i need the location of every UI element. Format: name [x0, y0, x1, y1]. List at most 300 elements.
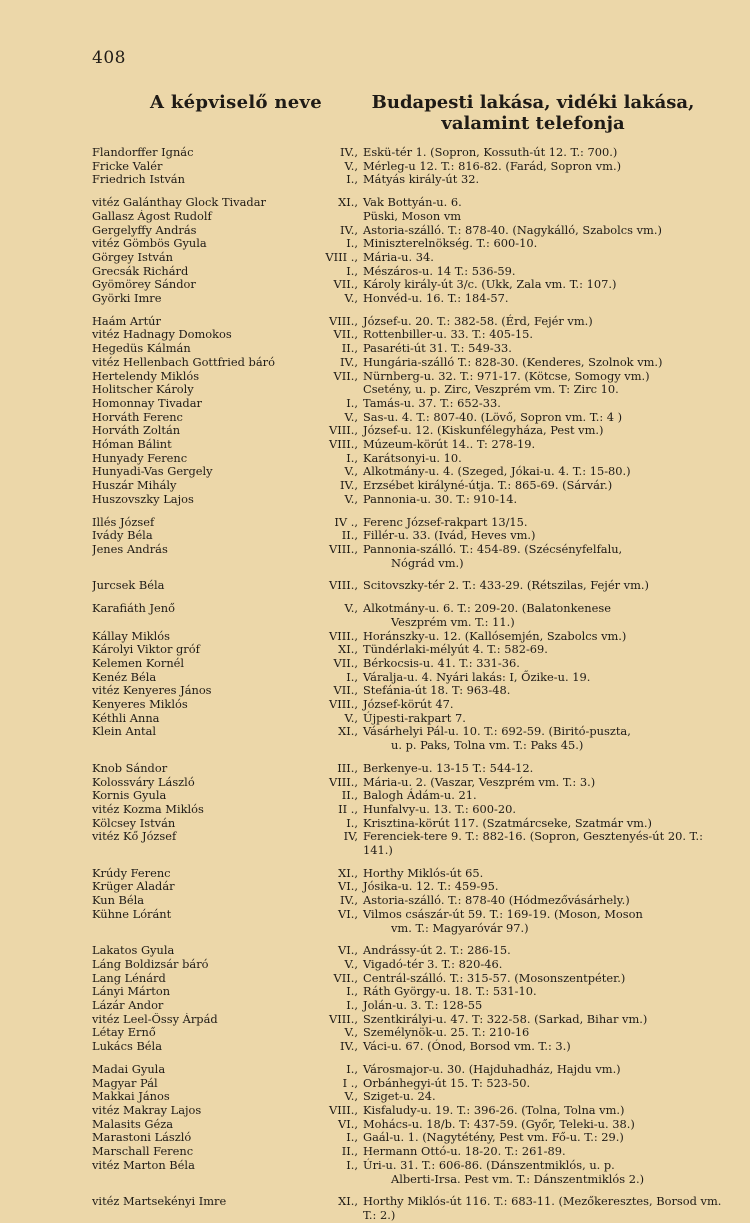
district-number: I.,: [346, 1157, 358, 1172]
address-block: [363, 452, 732, 466]
district-number: I.,: [346, 450, 358, 465]
address-line: Bérkocsis-u. 41. T.: 331-36.: [363, 655, 520, 670]
address-block: [363, 1145, 732, 1159]
district-number: VIII.,: [329, 578, 358, 593]
address-block: [363, 1159, 732, 1186]
address-block: [363, 1131, 732, 1145]
district-number: I.,: [346, 984, 358, 999]
entry-row: [92, 1090, 732, 1104]
address-line: Hungária-szálló T.: 828-30. (Kenderes, Szolnok vm.): [363, 354, 663, 369]
entry-row: [92, 908, 732, 935]
representative-name: Kenéz Béla: [92, 670, 157, 684]
district-number: IV.,: [340, 222, 358, 237]
representative-name: Huszovszky Lajos: [92, 492, 194, 506]
address-line: Mohács-u. 18/b. T: 437-59. (Győr, Teleki-u. 38.): [363, 1116, 635, 1131]
address-line: József-u. 20. T.: 382-58. (Érd, Fejér vm.): [363, 313, 593, 328]
district-number: XI.,: [338, 195, 358, 210]
address-block: [363, 698, 732, 712]
address-block: [363, 803, 732, 817]
address-line: Scitovszky-tér 2. T.: 433-29. (Rétszilas, Fejér vm.): [363, 578, 649, 593]
representative-name: Illés József: [92, 515, 155, 529]
district-number: VIII.,: [329, 313, 358, 328]
representative-name: Kelemen Kornél: [92, 656, 185, 670]
address-block: [363, 529, 732, 543]
address-line: Mérleg-u 12. T.: 816-82. (Farád, Sopron vm.): [363, 158, 622, 173]
address-block: [363, 356, 732, 370]
address-block: [363, 1090, 732, 1104]
address-line: Váralja-u. 4. Nyári lakás: I, Őzike-u. 19.: [363, 669, 591, 684]
representative-name: vitéz Galánthay Glock Tivadar: [92, 196, 266, 210]
address-line: Horánszky-u. 12. (Kallósemjén, Szabolcs vm.): [363, 628, 627, 643]
representative-name: vitéz Gömbös Gyula: [92, 237, 207, 251]
address-line: Városmajor-u. 30. (Hajduhadház, Hajdu vm.): [363, 1061, 621, 1076]
district-number: VIII.,: [329, 423, 358, 438]
address-line: Nürnberg-u. 32. T.: 971-17. (Kötcse, Somogy vm.): [363, 368, 650, 383]
representative-name: Hertelendy Miklós: [92, 369, 200, 383]
address-block: [363, 671, 732, 685]
entry-row: [92, 867, 732, 881]
district-number: I.,: [346, 263, 358, 278]
address-line: Astoria-szálló. T.: 878-40 (Hódmezővásárhely.): [363, 893, 630, 908]
district-number: V.,: [344, 491, 358, 506]
representative-name: Horváth Zoltán: [92, 424, 181, 438]
representative-name: Kornis Gyula: [92, 789, 167, 803]
address-line: Stefánia-út 18. T: 963-48.: [363, 683, 511, 698]
entry-row: [92, 424, 732, 438]
representative-name: vitéz Makray Lajos: [92, 1104, 202, 1117]
representative-name: vitéz Martsekényi Imre: [92, 1195, 227, 1209]
district-number: XI.,: [338, 1194, 358, 1209]
address-block: [363, 894, 732, 908]
representative-name: Kolossváry László: [92, 775, 195, 789]
district-number: V.,: [344, 1089, 358, 1104]
representative-name: Hunyady Ferenc: [92, 451, 188, 465]
representative-name: vitéz Kő József: [92, 830, 177, 844]
entry-row: [92, 830, 732, 857]
entry-row: [92, 1063, 732, 1077]
address-line: Ráth György-u. 18. T.: 531-10.: [363, 984, 537, 999]
representative-name: Károlyi Viktor gróf: [92, 643, 200, 657]
entry-row: [92, 342, 732, 356]
district-number: IV .,: [334, 514, 358, 529]
representative-name: Kölcsey István: [92, 816, 176, 830]
district-number: V.,: [344, 1025, 358, 1040]
representative-name: Malasits Géza: [92, 1117, 174, 1131]
representative-name: Lázár Andor: [92, 999, 164, 1013]
representative-name: Madai Gyula: [92, 1062, 166, 1076]
district-number: VIII.,: [329, 697, 358, 712]
district-number: XI.,: [338, 865, 358, 880]
address-block: [363, 342, 732, 356]
representative-name: Grecsák Richárd: [92, 264, 189, 278]
entry-row: [92, 251, 732, 265]
address-line: Mátyás király-út 32.: [363, 172, 480, 187]
representative-name: Marschall Ferenc: [92, 1145, 194, 1159]
entry-row: [92, 944, 732, 958]
representative-name: Lang Lénárd: [92, 971, 166, 985]
district-number: V.,: [344, 710, 358, 725]
address-line: Csetény, u. p. Zirc, Veszprém vm. T: Zirc 10.: [363, 382, 619, 397]
representative-name: Hóman Bálint: [92, 438, 172, 452]
representative-name: Létay Ernő: [92, 1026, 156, 1040]
address-block: [363, 880, 732, 894]
entry-row: [92, 146, 732, 160]
entry-row: [92, 880, 732, 894]
district-number: IV,: [343, 829, 358, 844]
address-block: [363, 1013, 732, 1027]
address-block: [363, 465, 732, 479]
address-block: [363, 160, 732, 174]
entry-row: [92, 465, 732, 479]
address-line: Kisfaludy-u. 19. T.: 396-26. (Tolna, Tolna vm.): [363, 1103, 625, 1117]
entry-row: [92, 579, 732, 593]
representative-name: vitéz Kenyeres János: [92, 684, 212, 698]
address-block: [363, 1077, 732, 1091]
representative-name: Kühne Lóránt: [92, 907, 172, 921]
district-number: IV.,: [340, 354, 358, 369]
address-line: Mária-u. 34.: [363, 249, 434, 264]
address-line: Balogh Ádám-u. 21.: [363, 788, 477, 803]
entry-row: [92, 958, 732, 972]
address-line: Berkenye-u. 13-15 T.: 544-12.: [363, 760, 534, 775]
representative-name: Lakatos Gyula: [92, 944, 175, 958]
district-number: II .,: [338, 801, 358, 816]
entry-row: [92, 1040, 732, 1054]
address-block: [363, 789, 732, 803]
district-number: V.,: [344, 464, 358, 479]
address-block: [363, 958, 732, 972]
representative-name: vitéz Hadnagy Domokos: [92, 328, 232, 342]
representative-name: Holitscher Károly: [92, 383, 194, 397]
address-block: [363, 397, 732, 411]
entry-row: [92, 278, 732, 292]
address-line: Karátsonyi-u. 10.: [363, 450, 462, 465]
entry-row: [92, 776, 732, 790]
representative-name: Flandorffer Ignác: [92, 146, 194, 159]
address-block: [363, 944, 732, 958]
address-block: [363, 370, 732, 384]
entry-row: [92, 803, 732, 817]
representative-name: Görgey István: [92, 250, 173, 264]
address-line: Miniszterelnökség. T.: 600-10.: [363, 236, 538, 251]
address-block: [363, 1063, 732, 1077]
address-line: Alberti-Irsa. Pest vm. T.: Dánszentmiklós 2.): [391, 1171, 645, 1186]
address-line: József-körút 47.: [363, 697, 454, 712]
address-line: Vilmos császár-út 59. T.: 169-19. (Moson, Moson: [363, 906, 643, 921]
address-block: [363, 251, 732, 265]
representative-name: Krüger Aladár: [92, 880, 175, 894]
district-number: VIII.,: [329, 628, 358, 643]
entry-row: [92, 1159, 732, 1186]
entry-list: [92, 146, 732, 1223]
representative-name: Ivády Béla: [92, 529, 153, 543]
representative-name: Gallasz Ágost Rudolf: [92, 209, 212, 223]
representative-name: Friedrich István: [92, 173, 185, 187]
representative-name: Krúdy Ferenc: [92, 866, 171, 880]
district-number: VI.,: [338, 879, 358, 894]
representative-name: Kállay Miklós: [92, 629, 170, 643]
entry-row: [92, 237, 732, 251]
representative-name: Horváth Ferenc: [92, 410, 183, 424]
address-block: [363, 146, 732, 160]
entry-row: [92, 292, 732, 306]
page-number: 408: [92, 48, 126, 68]
address-block: [363, 579, 732, 593]
representative-name: Fricke Valér: [92, 159, 163, 173]
district-number: V.,: [344, 158, 358, 173]
representative-name: vitéz Leel-Őssy Árpád: [92, 1012, 218, 1026]
entry-row: [92, 1145, 732, 1159]
district-number: II.,: [341, 528, 358, 543]
address-line: u. p. Paks, Tolna vm. T.: Paks 45.): [391, 738, 584, 753]
entry-row: [92, 1026, 732, 1040]
address-line: Andrássy-út 2. T.: 286-15.: [363, 943, 511, 958]
district-number: VII.,: [333, 655, 358, 670]
address-block: [363, 383, 732, 397]
district-number: V.,: [344, 956, 358, 971]
district-number: VII.,: [333, 970, 358, 985]
representative-name: Klein Antal: [92, 725, 157, 739]
representative-name: Kun Béla: [92, 894, 145, 908]
address-line: Alkotmány-u. 4. (Szeged, Jókai-u. 4. T.: 15-80.): [363, 464, 631, 479]
entry-row: [92, 630, 732, 644]
address-line: Fillér-u. 33. (Ivád, Heves vm.): [363, 528, 536, 543]
address-line: Alkotmány-u. 6. T.: 209-20. (Balatonkenese: [363, 601, 611, 616]
entry-row: [92, 972, 732, 986]
address-block: [363, 908, 732, 935]
district-number: VII.,: [333, 327, 358, 342]
address-block: [363, 817, 732, 831]
address-block: [363, 985, 732, 999]
district-number: VIII .,: [325, 249, 358, 264]
entry-row: [92, 224, 732, 238]
district-number: VI.,: [338, 1116, 358, 1131]
address-block: [363, 196, 732, 210]
address-block: [363, 493, 732, 507]
address-block: [363, 543, 732, 570]
entry-row: [92, 438, 732, 452]
representative-name: Huszár Mihály: [92, 479, 177, 493]
address-block: [363, 999, 732, 1013]
address-block: [363, 712, 732, 726]
address-line: Jósika-u. 12. T.: 459-95.: [363, 879, 499, 894]
entry-row: [92, 265, 732, 279]
address-block: [363, 972, 732, 986]
representative-name: Láng Boldizsár báró: [92, 957, 209, 971]
representative-name: Karafiáth Jenő: [92, 602, 175, 616]
address-block: [363, 265, 732, 279]
representative-name: vitéz Kozma Miklós: [92, 802, 204, 816]
address-block: [363, 237, 732, 251]
representative-name: Kenyeres Miklós: [92, 698, 188, 712]
address-line: Tamás-u. 37. T.: 652-33.: [363, 395, 501, 410]
district-number: VII.,: [333, 368, 358, 383]
district-number: VIII.,: [329, 1011, 358, 1026]
representative-name: Gyömörey Sándor: [92, 278, 196, 292]
district-number: II.,: [341, 788, 358, 803]
address-block: [363, 479, 732, 493]
representative-name: vitéz Marton Béla: [92, 1158, 195, 1172]
address-line: Váci-u. 67. (Ónod, Borsod vm. T.: 3.): [363, 1039, 571, 1054]
district-number: VI.,: [338, 906, 358, 921]
entry-row: [92, 315, 732, 329]
address-line: Személynök-u. 25. T.: 210-16: [363, 1025, 530, 1040]
entry-row: [92, 1195, 732, 1222]
district-number: I .,: [342, 1075, 358, 1090]
address-block: [363, 762, 732, 776]
entry-row: [92, 671, 732, 685]
address-line: Vásárhelyi Pál-u. 10. T.: 692-59. (Biritó-puszta,: [363, 724, 631, 739]
representative-name: Gergelyffy András: [92, 223, 197, 237]
district-number: I.,: [346, 1130, 358, 1145]
address-line: Orbánhegyi-út 15. T: 523-50.: [363, 1075, 531, 1090]
entry-row: [92, 643, 732, 657]
entry-row: [92, 985, 732, 999]
address-line: Veszprém vm. T.: 11.): [391, 614, 515, 629]
address-line: Jolán-u. 3. T.: 128-55: [363, 998, 483, 1013]
district-number: I.,: [346, 395, 358, 410]
address-line: Pasaréti-út 31. T.: 549-33.: [363, 341, 512, 356]
address-line: Hermann Ottó-u. 18-20. T.: 261-89.: [363, 1144, 566, 1159]
entry-row: [92, 543, 732, 570]
address-line: Hunfalvy-u. 13. T.: 600-20.: [363, 801, 516, 816]
address-block: [363, 315, 732, 329]
address-line: Nógrád vm.): [391, 555, 464, 570]
district-number: XI.,: [338, 724, 358, 739]
address-line: Pannonia-u. 30. T.: 910-14.: [363, 491, 518, 506]
address-line: Ferenciek-tere 9. T.: 882-16. (Sopron, Gesztenyés-út 20. T.: 141.): [363, 829, 703, 858]
entry-row: [92, 479, 732, 493]
district-number: VIII.,: [329, 1103, 358, 1117]
address-line: Gaál-u. 1. (Nagytétény, Pest vm. Fő-u. T.: 29.): [363, 1130, 624, 1145]
address-line: Horthy Miklós-út 65.: [363, 865, 484, 880]
address-block: [363, 643, 732, 657]
entry-row: [92, 698, 732, 712]
representative-name: Hegedüs Kálmán: [92, 342, 191, 356]
address-block: [363, 776, 732, 790]
address-block: [363, 516, 732, 530]
address-block: [363, 830, 732, 857]
district-number: I.,: [346, 669, 358, 684]
representative-name: Lukács Béla: [92, 1040, 162, 1054]
address-line: Vigadó-tér 3. T.: 820-46.: [363, 956, 503, 971]
district-number: VI.,: [338, 943, 358, 958]
entry-row: [92, 196, 732, 210]
entry-row: [92, 894, 732, 908]
address-block: [363, 224, 732, 238]
address-line: Tündérlaki-mélyút 4. T.: 582-69.: [363, 642, 548, 657]
address-line: Pannonia-szálló. T.: 454-89. (Szécsényfelfalu,: [363, 541, 623, 556]
address-block: [363, 1195, 732, 1222]
address-block: [363, 173, 732, 187]
district-number: II.,: [341, 341, 358, 356]
column-header-address: [368, 92, 698, 134]
representative-name: Györki Imre: [92, 292, 162, 306]
district-number: IV.,: [340, 145, 358, 159]
address-line: Ferenc József-rakpart 13/15.: [363, 514, 528, 529]
district-number: XI.,: [338, 642, 358, 657]
entry-row: [92, 493, 732, 507]
entry-row: [92, 383, 732, 397]
district-number: I.,: [346, 998, 358, 1013]
address-block: [363, 657, 732, 671]
representative-name: Haám Artúr: [92, 314, 161, 328]
entry-row: [92, 160, 732, 174]
address-block: [363, 684, 732, 698]
address-block: [363, 328, 732, 342]
representative-name: Hunyadi-Vas Gergely: [92, 465, 213, 479]
address-block: [363, 1104, 732, 1118]
address-line: Eskü-tér 1. (Sopron, Kossuth-út 12. T.: 700.): [363, 145, 618, 159]
representative-name: Jenes András: [92, 542, 168, 556]
entry-row: [92, 1077, 732, 1091]
address-block: [363, 278, 732, 292]
representative-name: vitéz Hellenbach Gottfried báró: [92, 355, 275, 369]
address-block: [363, 602, 732, 629]
representative-name: Lányi Márton: [92, 985, 171, 999]
address-line: Újpesti-rakpart 7.: [363, 710, 466, 725]
district-number: VII.,: [333, 277, 358, 292]
district-number: I.,: [346, 1061, 358, 1076]
address-line: Múzeum-körút 14.. T: 278-19.: [363, 437, 536, 452]
representative-name: Jurcsek Béla: [92, 579, 165, 593]
entry-row: [92, 817, 732, 831]
address-line: Astoria-szálló. T.: 878-40. (Nagykálló, Szabolcs vm.): [363, 222, 662, 237]
district-number: VIII.,: [329, 774, 358, 789]
district-number: I.,: [346, 815, 358, 830]
address-block: [363, 1040, 732, 1054]
address-line: Krisztina-körút 117. (Szatmárcseke, Szatmár vm.): [363, 815, 652, 830]
representative-name: Homonnay Tivadar: [92, 396, 202, 410]
entry-row: [92, 1104, 732, 1118]
district-number: VIII.,: [329, 541, 358, 556]
entry-row: [92, 725, 732, 752]
district-number: II.,: [341, 1144, 358, 1159]
address-block: [363, 630, 732, 644]
entry-row: [92, 370, 732, 384]
address-line: Rottenbiller-u. 33. T.: 405-15.: [363, 327, 533, 342]
address-line: Mészáros-u. 14 T.: 536-59.: [363, 263, 516, 278]
column-header-name: A képviselő neve: [150, 92, 322, 113]
address-line: Sziget-u. 24.: [363, 1089, 436, 1104]
entry-row: [92, 789, 732, 803]
address-block: [363, 292, 732, 306]
district-number: VIII.,: [329, 437, 358, 452]
address-block: [363, 424, 732, 438]
entry-row: [92, 1118, 732, 1132]
entry-row: [92, 529, 732, 543]
address-line: Sas-u. 4. T.: 807-40. (Lövő, Sopron vm. T.: 4 ): [363, 409, 623, 424]
address-block: [363, 867, 732, 881]
entry-row: [92, 210, 732, 224]
entry-row: [92, 1013, 732, 1027]
district-number: V.,: [344, 409, 358, 424]
address-line: vm. T.: Magyaróvár 97.): [391, 920, 529, 935]
representative-name: Knob Sándor: [92, 761, 168, 775]
representative-name: Marastoni László: [92, 1131, 192, 1145]
address-line: József-u. 12. (Kiskunfélegyháza, Pest vm.): [363, 423, 604, 438]
entry-row: [92, 452, 732, 466]
entry-row: [92, 1131, 732, 1145]
entry-row: [92, 173, 732, 187]
entry-row: [92, 516, 732, 530]
district-number: IV.,: [340, 478, 358, 493]
address-line: Erzsébet királyné-útja. T.: 865-69. (Sárvár.): [363, 478, 613, 493]
address-line: Püski, Moson vm: [363, 208, 462, 223]
address-block: [363, 725, 732, 752]
entry-row: [92, 712, 732, 726]
entry-row: [92, 999, 732, 1013]
